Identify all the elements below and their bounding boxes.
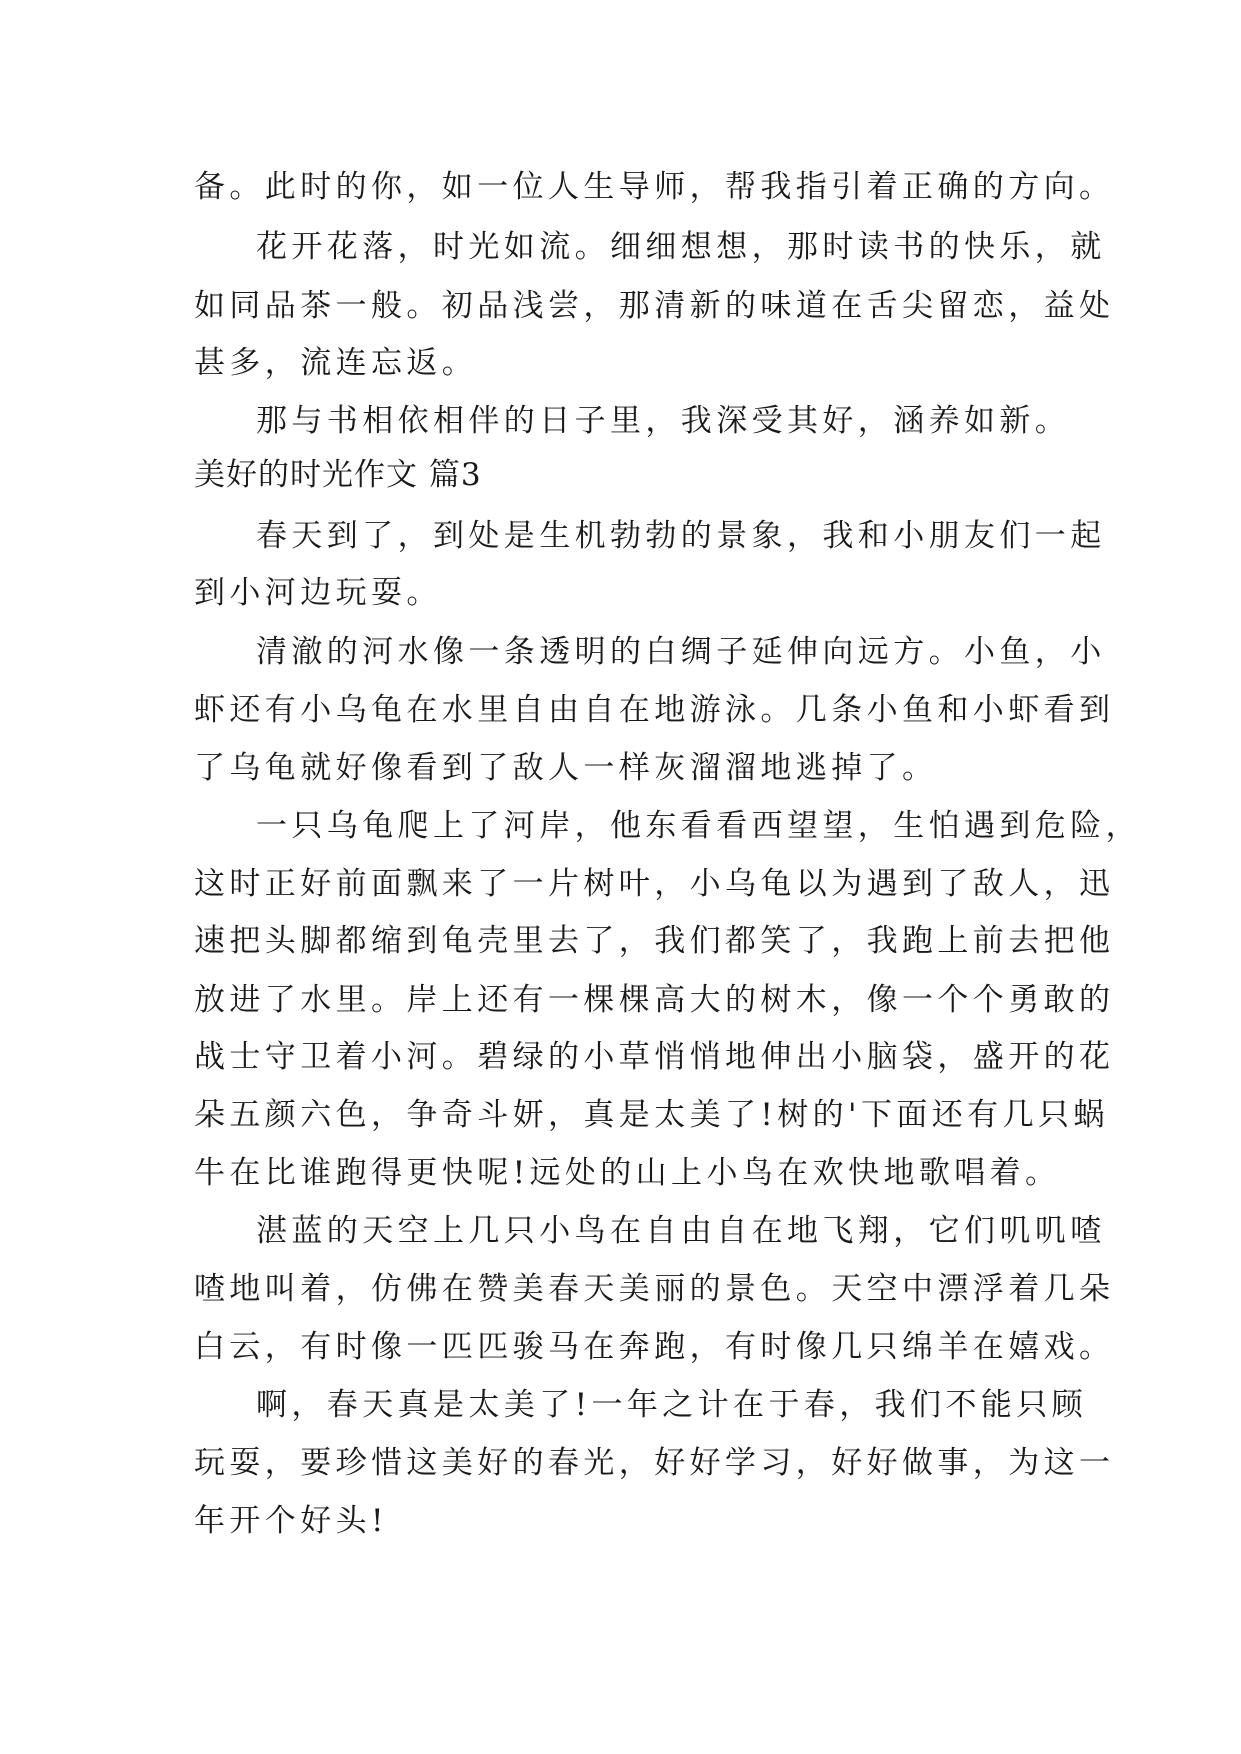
text-line: 这时正好前面飘来了一片树叶，小乌龟以为遇到了敌人，迅 [194,866,1115,902]
text-line: 备。此时的你，如一位人生导师，帮我指引着正确的方向。 [194,169,1115,205]
paragraph-first-line: 啊，春天真是太美了!一年之计在于春，我们不能只顾 [256,1387,1088,1423]
paragraph-first-line: 一只乌龟爬上了河岸，他东看看西望望，生怕遇到危险， [256,808,1141,844]
text-line: 到小河边玩耍。 [194,575,442,611]
text-line: 玩耍，要珍惜这美好的春光，好好学习，好好做事，为这一 [194,1445,1115,1481]
text-line: 年开个好头! [194,1503,388,1539]
text-line: 甚多，流连忘返。 [194,345,478,381]
text-line: 白云，有时像一匹匹骏马在奔跑，有时像几只绵羊在嬉戏。 [194,1329,1115,1365]
paragraph-first-line: 湛蓝的天空上几只小鸟在自由自在地飞翔，它们叽叽喳 [256,1213,1106,1249]
text-line: 喳地叫着，仿佛在赞美春天美丽的景色。天空中漂浮着几朵 [194,1271,1115,1307]
text-line: 牛在比谁跑得更快呢!远处的山上小鸟在欢快地歌唱着。 [194,1155,1061,1191]
paragraph-first-line: 那与书相依相伴的日子里，我深受其好，涵养如新。 [256,403,1071,439]
text-line: 了乌龟就好像看到了敌人一样灰溜溜地逃掉了。 [194,750,938,786]
text-line: 如同品茶一般。初品浅尝，那清新的味道在舌尖留恋，益处 [194,288,1115,324]
section-heading: 美好的时光作文 篇3 [194,457,482,493]
text-line: 放进了水里。岸上还有一棵棵高大的树木，像一个个勇敢的 [194,982,1115,1018]
text-line: 虾还有小乌龟在水里自由自在地游泳。几条小鱼和小虾看到 [194,692,1115,728]
paragraph-first-line: 清澈的河水像一条透明的白绸子延伸向远方。小鱼，小 [256,634,1106,670]
text-line: 速把头脚都缩到龟壳里去了，我们都笑了，我跑上前去把他 [194,923,1115,959]
paragraph-first-line: 花开花落，时光如流。细细想想，那时读书的快乐，就 [256,229,1106,265]
paragraph-first-line: 春天到了，到处是生机勃勃的景象，我和小朋友们一起 [256,518,1106,554]
text-line: 战士守卫着小河。碧绿的小草悄悄地伸出小脑袋，盛开的花 [194,1039,1115,1075]
text-line: 朵五颜六色，争奇斗妍，真是太美了!树的'下面还有几只蜗 [194,1097,1109,1133]
